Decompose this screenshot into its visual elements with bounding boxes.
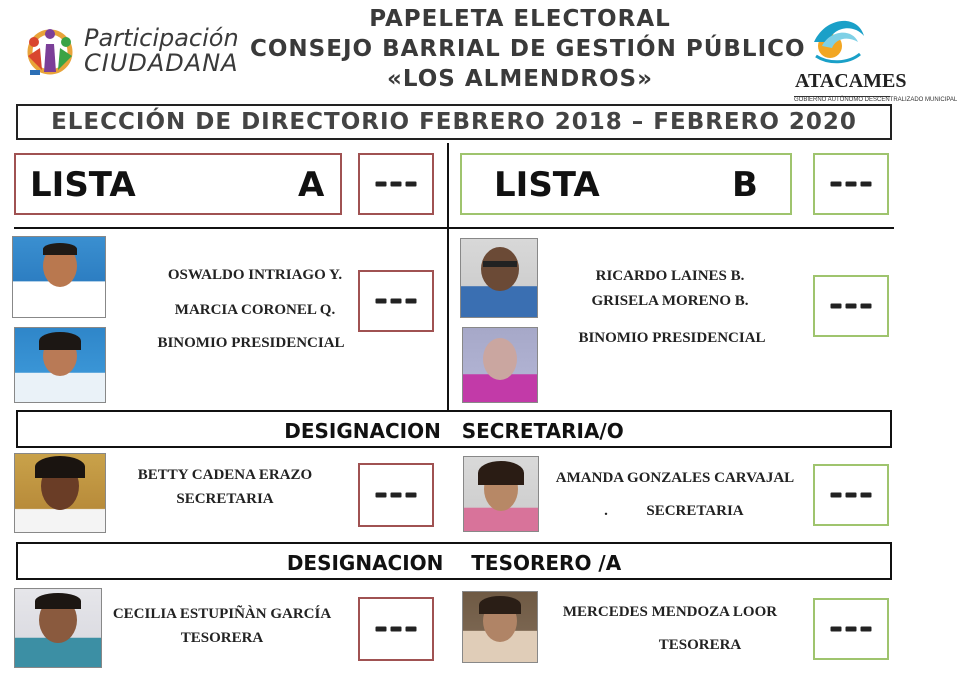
list-a-letter: A — [298, 165, 325, 205]
list-b-label: LISTA — [494, 165, 600, 205]
secretary-b-vote-box[interactable] — [813, 464, 889, 526]
presidential-role-a: BINOMIO PRESIDENCIAL — [157, 335, 345, 351]
election-period-text: ELECCIÓN DE DIRECTORIO FEBRERO 2018 – FEBRERO 2020 — [51, 109, 857, 135]
election-period-banner — [16, 104, 892, 140]
vote-dashes — [831, 182, 872, 187]
secretary-a-vote-box[interactable] — [358, 463, 434, 527]
logo-text-participacion: Participación — [84, 24, 239, 52]
list-b-letter: B — [732, 165, 758, 205]
candidate-photo-amanda — [463, 456, 539, 532]
treasurer-role-b: TESORERA — [658, 637, 742, 653]
vote-dashes — [376, 299, 417, 304]
vote-dashes — [376, 182, 417, 187]
candidate-name-ricardo: RICARDO LAINES B. — [595, 268, 745, 284]
council-title: CONSEJO BARRIAL DE GESTIÓN PÚBLICO — [250, 36, 806, 62]
neighborhood-title: «LOS ALMENDROS» — [387, 66, 653, 92]
atacames-subtitle: GOBIERNO AUTÓNOMO DESCENTRALIZADO MUNICIPAL — [794, 97, 957, 103]
secretary-designation-text: DESIGNACION SECRETARIA/O — [284, 419, 624, 443]
candidate-photo-grisela — [462, 327, 538, 403]
logo-text-ciudadana: CIUDADANA — [84, 49, 239, 77]
treasurer-role-a: TESORERA — [180, 630, 264, 646]
treasurer-a-vote-box[interactable] — [358, 597, 434, 661]
presidential-a-vote-box[interactable] — [358, 270, 434, 332]
column-divider — [447, 143, 449, 411]
vote-dashes — [376, 493, 417, 498]
vote-dashes — [831, 627, 872, 632]
ballot-title: PAPELETA ELECTORAL — [369, 6, 671, 32]
secretary-designation-banner — [16, 410, 892, 448]
vote-dashes — [376, 627, 417, 632]
vote-dashes — [831, 493, 872, 498]
candidate-photo-mercedes — [462, 591, 538, 663]
candidate-photo-betty — [14, 453, 106, 533]
vote-dashes — [831, 304, 872, 309]
candidate-name-marcia: MARCIA CORONEL Q. — [174, 302, 336, 318]
candidate-photo-oswaldo — [12, 236, 106, 318]
presidential-role-b: BINOMIO PRESIDENCIAL — [578, 330, 766, 346]
participacion-ciudadana-logo — [14, 22, 249, 82]
candidate-photo-marcia — [14, 327, 106, 403]
row-divider — [14, 227, 894, 229]
secretary-role-b: SECRETARIA — [646, 503, 744, 519]
atacames-logo — [790, 12, 957, 112]
wave-sun-icon — [808, 12, 868, 68]
list-b-header — [460, 153, 792, 215]
candidate-name-amanda: AMANDA GONZALES CARVAJAL — [555, 470, 795, 486]
list-a-vote-box[interactable] — [358, 153, 434, 215]
candidate-name-grisela: GRISELA MORENO B. — [591, 293, 749, 309]
candidate-photo-cecilia — [14, 588, 102, 668]
people-circle-icon — [20, 26, 80, 78]
treasurer-designation-banner — [16, 542, 892, 580]
list-b-vote-box[interactable] — [813, 153, 889, 215]
presidential-b-vote-box[interactable] — [813, 275, 889, 337]
candidate-photo-ricardo — [460, 238, 538, 318]
candidate-name-betty: BETTY CADENA ERAZO — [137, 467, 313, 483]
treasurer-b-vote-box[interactable] — [813, 598, 889, 660]
atacames-name: ATACAMES — [795, 70, 907, 92]
secretary-prefix-b: . — [604, 503, 608, 519]
list-a-label: LISTA — [30, 165, 136, 205]
candidate-name-cecilia: CECILIA ESTUPIÑÀN GARCÍA — [112, 606, 332, 622]
candidate-name-mercedes: MERCEDES MENDOZA LOOR — [562, 604, 778, 620]
treasurer-designation-text: DESIGNACION TESORERO /A — [286, 551, 622, 575]
secretary-role-a: SECRETARIA — [176, 491, 274, 507]
list-a-header — [14, 153, 342, 215]
candidate-name-oswaldo: OSWALDO INTRIAGO Y. — [167, 267, 343, 283]
